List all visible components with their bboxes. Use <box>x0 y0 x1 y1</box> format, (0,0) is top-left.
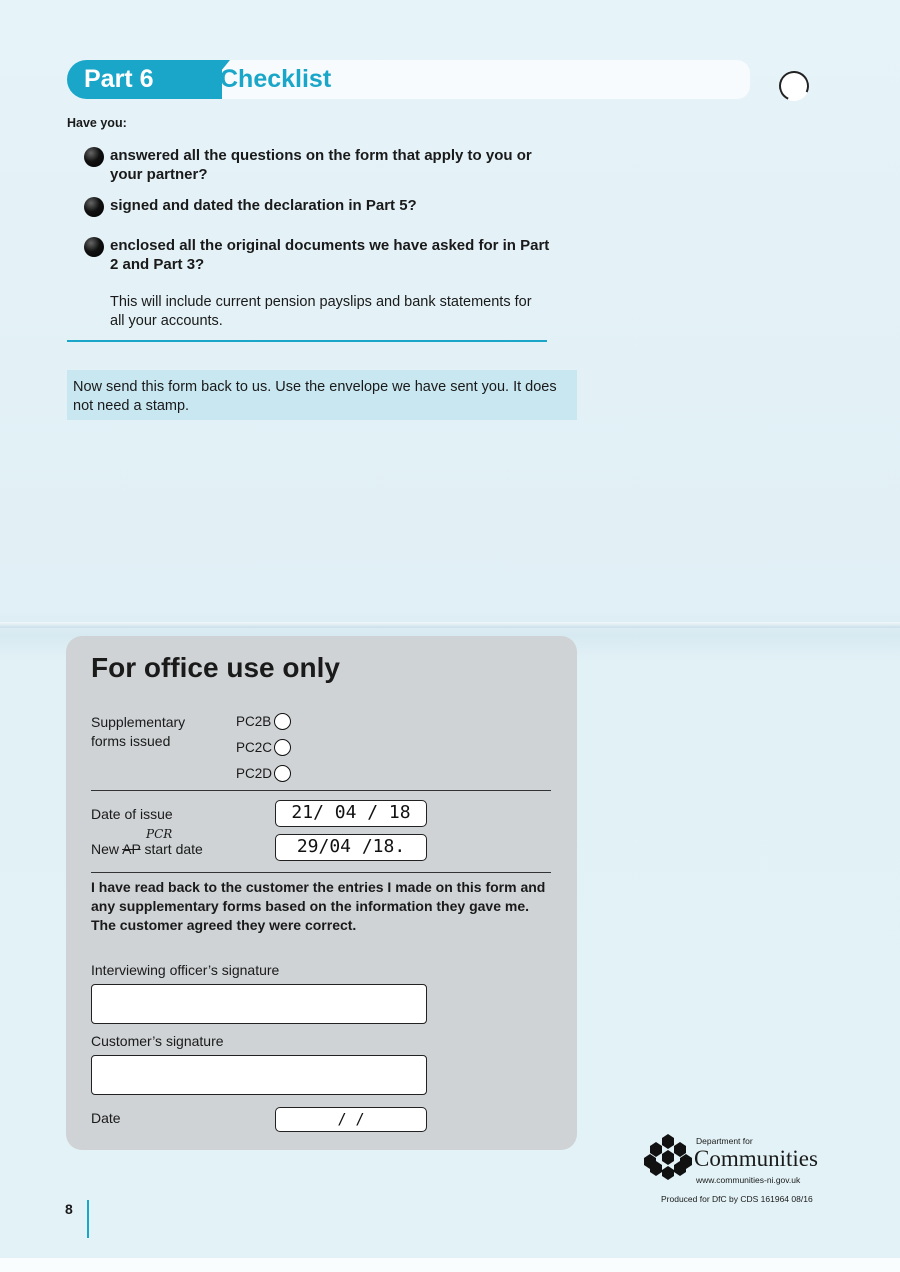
date-of-issue-label: Date of issue <box>91 806 173 822</box>
customer-statement: I have read back to the customer the entries I made on this form and any supplementary forms based on the information they gave me. The customer agreed they were correct. <box>91 879 546 933</box>
radio-circle-icon[interactable] <box>274 713 291 730</box>
office-divider <box>91 872 551 873</box>
form-option-label: PC2B <box>236 714 272 729</box>
label-suffix: start date <box>140 841 203 857</box>
send-notice-text: Now send this form back to us. Use the envelope we have sent you. It does not need a stamp. <box>73 379 557 414</box>
supplementary-label: Supplementary forms issued <box>91 714 186 749</box>
produced-by-text: Produced for DfC by CDS 161964 08/16 <box>661 1194 813 1204</box>
bullet-icon <box>84 237 104 257</box>
handwritten-correction: PCR <box>146 827 173 841</box>
officer-signature-label: Interviewing officer’s signature <box>91 962 280 978</box>
struck-text: AP <box>122 841 141 857</box>
customer-signature-box[interactable] <box>91 1055 427 1095</box>
department-for-text: Department for <box>696 1136 753 1146</box>
page-edge <box>0 1258 900 1272</box>
checklist-item-text: enclosed all the original documents we have asked for in Part 2 and Part 3? <box>110 237 550 273</box>
checklist-item-text: answered all the questions on the form that apply to you or your partner? <box>110 147 532 183</box>
label-prefix: New <box>91 841 123 857</box>
section-divider <box>67 340 547 342</box>
paper-fold <box>0 622 900 628</box>
form-option-pc2b[interactable] <box>236 713 271 731</box>
part-label: Part 6 <box>67 60 222 99</box>
officer-signature-box[interactable] <box>91 984 427 1024</box>
date-of-issue-field[interactable]: 21/ 04 / 18 <box>275 800 427 827</box>
customer-signature-label: Customer’s signature <box>91 1033 224 1049</box>
bullet-icon <box>84 197 104 217</box>
form-option-pc2c[interactable] <box>236 739 272 757</box>
checklist-note: This will include current pension payslips and bank statements for all your accounts. <box>110 294 532 329</box>
radio-circle-icon[interactable] <box>274 739 291 756</box>
punch-hole <box>775 67 813 105</box>
send-notice-box <box>67 370 577 420</box>
page-number: 8 <box>65 1201 73 1217</box>
new-start-date-label <box>91 827 203 857</box>
form-option-label: PC2D <box>236 766 273 781</box>
page-number-bar <box>87 1200 89 1238</box>
new-start-date-field[interactable]: 29/04 /18. <box>275 834 427 861</box>
bullet-icon <box>84 147 104 167</box>
checklist-item-text: signed and dated the declaration in Part 5? <box>110 197 417 214</box>
office-use-box <box>66 636 577 1150</box>
form-option-pc2d[interactable] <box>236 765 272 783</box>
department-name: Communities <box>694 1146 818 1171</box>
page-title: Checklist <box>220 65 332 93</box>
date-label: Date <box>91 1110 121 1126</box>
form-option-label: PC2C <box>236 740 273 755</box>
radio-circle-icon[interactable] <box>274 765 291 782</box>
checklist-intro: Have you: <box>67 116 127 130</box>
office-title: For office use only <box>91 652 340 683</box>
department-logo-icon <box>643 1134 693 1180</box>
office-divider <box>91 790 551 791</box>
date-field[interactable]: / / <box>275 1107 427 1132</box>
website-link[interactable]: www.communities-ni.gov.uk <box>696 1175 801 1185</box>
